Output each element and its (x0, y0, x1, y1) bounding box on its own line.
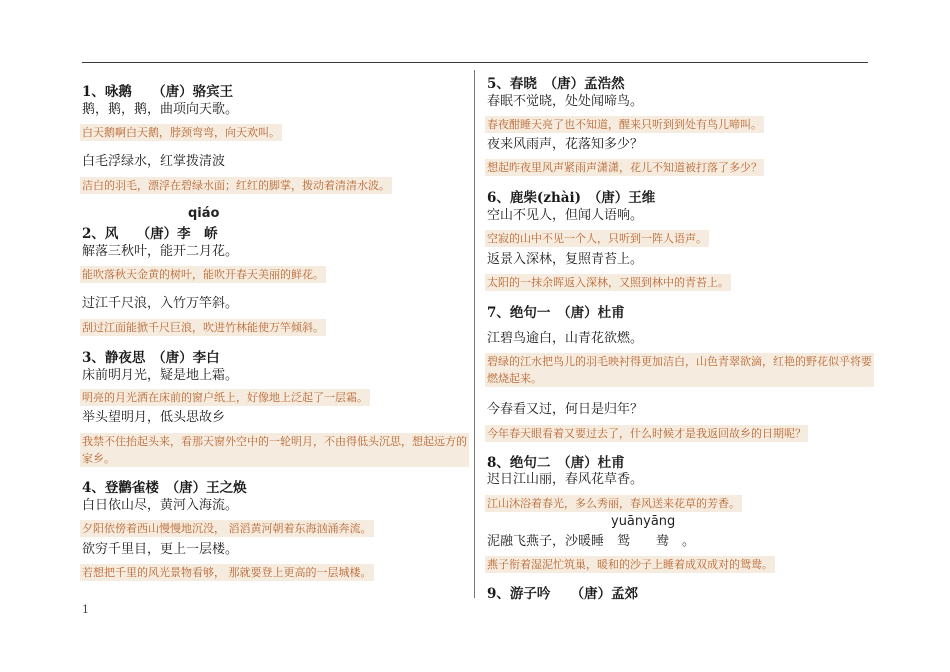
poem-1-translation-2: 洁白的羽毛，漂浮在碧绿水面；红红的脚掌，拨动着清清水波。 (82, 179, 390, 192)
page-number: 1 (82, 603, 89, 616)
poem-6-translation-1: 空寂的山中不见一个人，只听到一阵人语声。 (487, 232, 707, 245)
poem-3-title: 3、静夜思 （唐）李白 (82, 350, 220, 366)
poem-5-title: 5、春晓 （唐）孟浩然 (487, 76, 625, 92)
poem-7-line-2: 今春看又过，何日是归年？ (487, 402, 644, 417)
poem-1-translation-1: 白天鹅啊白天鹅，脖颈弯弯，向天欢叫。 (82, 126, 280, 139)
poem-6-title: 6、鹿柴(zhài) （唐）王维 (487, 190, 656, 206)
poem-6-translation-2: 太阳的一抹余晖返入深林，又照到林中的青苔上。 (487, 276, 729, 289)
poem-2-line-2: 过江千尺浪，入竹万竿斜。 (82, 296, 239, 311)
poem-6-line-2: 返景入深林，复照青苔上。 (487, 252, 644, 267)
poem-3-translation-1: 明亮的月光洒在床前的窗户纸上，好像地上泛起了一层霜。 (82, 391, 368, 404)
poem-5-translation-2: 想起昨夜里风声紧雨声潇潇，花儿不知道被打落了多少？ (487, 161, 762, 174)
poem-4-line-2: 欲穷千里目，更上一层楼。 (82, 542, 239, 557)
poem-5-line-2: 夜来风雨声，花落知多少？ (487, 137, 644, 152)
poem-4-title: 4、登鹳雀楼 （唐）王之焕 (82, 480, 247, 496)
poem-8-title: 8、绝句二 （唐）杜甫 (487, 455, 625, 471)
poem-7-translation-2: 今年春天眼看着又要过去了，什么时候才是我返回故乡的日期呢？ (487, 427, 806, 440)
poem-8-line-2: 泥融飞燕子，沙暖睡 鸳 鸯 。 (487, 534, 696, 549)
poem-9-title: 9、游子吟 （唐）孟郊 (487, 586, 639, 602)
poem-3-line-1: 床前明月光，疑是地上霜。 (82, 368, 239, 383)
poem-2-translation-1: 能吹落秋天金黄的树叶，能吹开春天美丽的鲜花。 (82, 268, 324, 281)
poem-3-line-2: 举头望明月，低头思故乡 (82, 410, 226, 425)
poem-5-translation-1: 春夜酣睡天亮了也不知道，醒来只听到到处有鸟儿啼叫。 (487, 118, 762, 131)
poem-4-translation-2: 若想把千里的风光景物看够， 那就要登上更高的一层城楼。 (82, 566, 372, 579)
poem-1-line-2: 白毛浮绿水，红掌拨清波 (82, 154, 226, 169)
poem-2-line-1: 解落三秋叶，能开二月花。 (82, 244, 239, 259)
poem-1-line-1: 鹅，鹅，鹅，曲项向天歌。 (82, 102, 239, 117)
poem-5-line-1: 春眠不觉晓，处处闻啼鸟。 (487, 94, 644, 109)
poem-2-title: 2、风 （唐）李 峤 (82, 226, 218, 242)
poem-8-translation-2: 燕子衔着湿泥忙筑巢，暖和的沙子上睡着成双成对的鸳鸯。 (487, 558, 773, 571)
poem-8-translation-1: 江山沐浴着春光，多么秀丽，春风送来花草的芳香。 (487, 497, 740, 510)
poem-7-translation-1: 碧绿的江水把鸟儿的羽毛映衬得更加洁白，山色青翠欲滴，红艳的野花似乎将要燃烧起来。 (487, 355, 872, 385)
poem-2-pinyin: qiáo (188, 206, 220, 221)
poem-4-translation-1: 夕阳依傍着西山慢慢地沉没， 滔滔黄河朝着东海汹涌奔流。 (82, 522, 372, 535)
poem-6-line-1: 空山不见人，但闻人语响。 (487, 208, 644, 223)
poem-7-title: 7、绝句一 （唐）杜甫 (487, 305, 625, 321)
poem-8-line-1: 迟日江山丽，春风花草香。 (487, 472, 644, 487)
poem-8-pinyin: yuānyāng (611, 514, 676, 529)
column-divider (474, 70, 475, 598)
poem-1-title: 1、咏鹅 （唐）骆宾王 (82, 84, 234, 100)
top-rule (82, 62, 868, 63)
poem-4-line-1: 白日依山尽，黄河入海流。 (82, 498, 239, 513)
poem-7-line-1: 江碧鸟逾白，山青花欲燃。 (487, 331, 644, 346)
poem-3-translation-2: 我禁不住抬起头来，看那天窗外空中的一轮明月，不由得低头沉思，想起远方的家乡。 (82, 435, 467, 465)
poem-2-translation-2: 刮过江面能掀千尺巨浪，吹进竹林能使万竿倾斜。 (82, 321, 324, 334)
